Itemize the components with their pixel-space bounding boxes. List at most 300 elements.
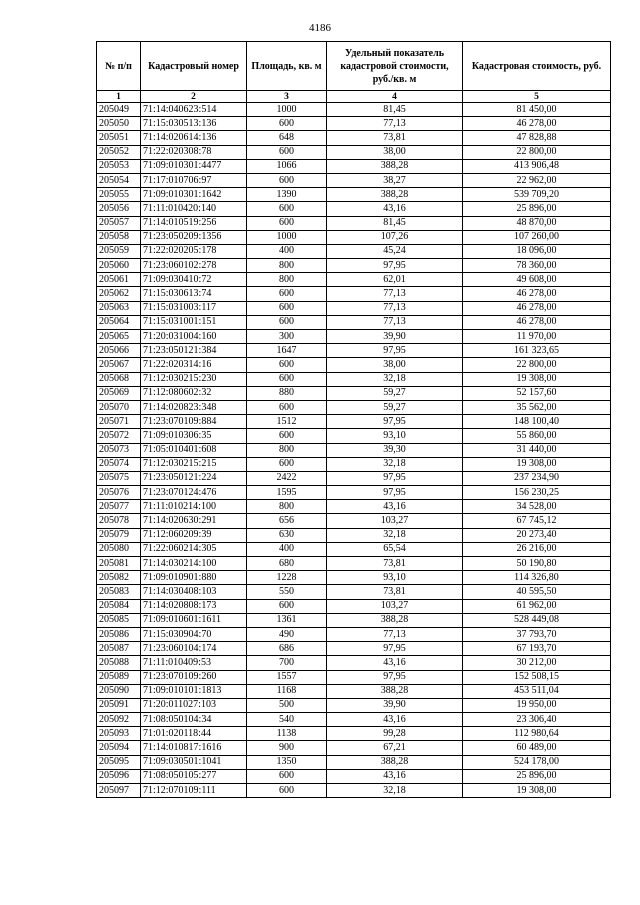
table-row bbox=[97, 571, 611, 585]
specific-value-cell: 97,95 bbox=[327, 415, 463, 429]
cadastral-value-cell: 31 440,00 bbox=[463, 443, 611, 457]
column-number: 5 bbox=[463, 91, 611, 103]
specific-value-cell: 39,30 bbox=[327, 443, 463, 457]
cadastral-value-cell: 61 962,00 bbox=[463, 599, 611, 613]
table-row bbox=[97, 415, 611, 429]
table-row bbox=[97, 429, 611, 443]
row-number-cell: 205057 bbox=[97, 216, 141, 230]
area-cell: 648 bbox=[247, 131, 327, 145]
area-cell: 800 bbox=[247, 273, 327, 287]
cadastral-number-cell: 71:12:080602:32 bbox=[141, 386, 247, 400]
table-row bbox=[97, 627, 611, 641]
area-cell: 600 bbox=[247, 117, 327, 131]
area-cell: 400 bbox=[247, 244, 327, 258]
cadastral-number-cell: 71:14:010817:1616 bbox=[141, 741, 247, 755]
area-cell: 600 bbox=[247, 457, 327, 471]
cadastral-value-cell: 114 326,80 bbox=[463, 571, 611, 585]
cadastral-number-cell: 71:12:070109:111 bbox=[141, 784, 247, 798]
column-number: 4 bbox=[327, 91, 463, 103]
specific-value-cell: 77,13 bbox=[327, 287, 463, 301]
row-number-cell: 205049 bbox=[97, 103, 141, 117]
area-cell: 600 bbox=[247, 429, 327, 443]
specific-value-cell: 43,16 bbox=[327, 713, 463, 727]
specific-value-cell: 32,18 bbox=[327, 372, 463, 386]
specific-value-cell: 97,95 bbox=[327, 642, 463, 656]
specific-value-cell: 77,13 bbox=[327, 117, 463, 131]
row-number-cell: 205093 bbox=[97, 727, 141, 741]
cadastral-value-cell: 25 896,00 bbox=[463, 202, 611, 216]
cadastral-number-cell: 71:15:030904:70 bbox=[141, 627, 247, 641]
cadastral-value-cell: 524 178,00 bbox=[463, 755, 611, 769]
row-number-cell: 205084 bbox=[97, 599, 141, 613]
cadastral-number-cell: 71:14:010519:256 bbox=[141, 216, 247, 230]
row-number-cell: 205094 bbox=[97, 741, 141, 755]
table-row bbox=[97, 557, 611, 571]
cadastral-value-cell: 25 896,00 bbox=[463, 769, 611, 783]
cadastral-value-cell: 11 970,00 bbox=[463, 330, 611, 344]
row-number-cell: 205096 bbox=[97, 769, 141, 783]
table-row bbox=[97, 259, 611, 273]
cadastral-value-cell: 237 234,90 bbox=[463, 471, 611, 485]
area-cell: 500 bbox=[247, 698, 327, 712]
table-row bbox=[97, 471, 611, 485]
table-row bbox=[97, 755, 611, 769]
cadastral-number-cell: 71:23:070109:884 bbox=[141, 415, 247, 429]
area-cell: 600 bbox=[247, 400, 327, 414]
row-number-cell: 205089 bbox=[97, 670, 141, 684]
table-row bbox=[97, 244, 611, 258]
table-row bbox=[97, 784, 611, 798]
table-row bbox=[97, 585, 611, 599]
cadastral-value-cell: 107 260,00 bbox=[463, 230, 611, 244]
cadastral-number-cell: 71:15:030513:136 bbox=[141, 117, 247, 131]
cadastral-number-cell: 71:09:010601:1611 bbox=[141, 613, 247, 627]
cadastral-number-cell: 71:20:031004:160 bbox=[141, 330, 247, 344]
cadastral-number-cell: 71:22:020308:78 bbox=[141, 145, 247, 159]
area-cell: 1066 bbox=[247, 159, 327, 173]
table-row bbox=[97, 103, 611, 117]
row-number-cell: 205081 bbox=[97, 557, 141, 571]
cadastral-number-cell: 71:14:020614:136 bbox=[141, 131, 247, 145]
row-number-cell: 205066 bbox=[97, 344, 141, 358]
row-number-cell: 205051 bbox=[97, 131, 141, 145]
cadastral-value-cell: 18 096,00 bbox=[463, 244, 611, 258]
cadastral-value-cell: 413 906,48 bbox=[463, 159, 611, 173]
cadastral-number-cell: 71:09:030410:72 bbox=[141, 273, 247, 287]
table-row bbox=[97, 372, 611, 386]
row-number-cell: 205053 bbox=[97, 159, 141, 173]
area-cell: 600 bbox=[247, 216, 327, 230]
area-cell: 1647 bbox=[247, 344, 327, 358]
table-row bbox=[97, 330, 611, 344]
specific-value-cell: 39,90 bbox=[327, 698, 463, 712]
row-number-cell: 205070 bbox=[97, 400, 141, 414]
row-number-cell: 205090 bbox=[97, 684, 141, 698]
specific-value-cell: 388,28 bbox=[327, 684, 463, 698]
specific-value-cell: 32,18 bbox=[327, 528, 463, 542]
header-specific-value: Удельный показатель кадастровой стоимости, руб./кв. м bbox=[327, 42, 463, 91]
cadastral-value-cell: 46 278,00 bbox=[463, 301, 611, 315]
area-cell: 1000 bbox=[247, 230, 327, 244]
cadastral-number-cell: 71:01:020118:44 bbox=[141, 727, 247, 741]
row-number-cell: 205065 bbox=[97, 330, 141, 344]
specific-value-cell: 38,00 bbox=[327, 358, 463, 372]
cadastral-value-cell: 55 860,00 bbox=[463, 429, 611, 443]
cadastral-number-cell: 71:09:010901:880 bbox=[141, 571, 247, 585]
row-number-cell: 205060 bbox=[97, 259, 141, 273]
specific-value-cell: 73,81 bbox=[327, 557, 463, 571]
cadastral-number-cell: 71:23:060104:174 bbox=[141, 642, 247, 656]
table-row bbox=[97, 216, 611, 230]
area-cell: 600 bbox=[247, 287, 327, 301]
cadastral-value-cell: 46 278,00 bbox=[463, 117, 611, 131]
specific-value-cell: 32,18 bbox=[327, 784, 463, 798]
area-cell: 800 bbox=[247, 500, 327, 514]
table-row bbox=[97, 500, 611, 514]
area-cell: 900 bbox=[247, 741, 327, 755]
cadastral-value-cell: 30 212,00 bbox=[463, 656, 611, 670]
cadastral-value-cell: 19 308,00 bbox=[463, 372, 611, 386]
cadastral-number-cell: 71:09:030501:1041 bbox=[141, 755, 247, 769]
cadastral-number-cell: 71:08:050105:277 bbox=[141, 769, 247, 783]
cadastral-number-cell: 71:15:030613:74 bbox=[141, 287, 247, 301]
table-row bbox=[97, 287, 611, 301]
specific-value-cell: 388,28 bbox=[327, 755, 463, 769]
table-row bbox=[97, 315, 611, 329]
cadastral-value-cell: 156 230,25 bbox=[463, 486, 611, 500]
row-number-cell: 205083 bbox=[97, 585, 141, 599]
specific-value-cell: 81,45 bbox=[327, 103, 463, 117]
specific-value-cell: 73,81 bbox=[327, 131, 463, 145]
row-number-cell: 205078 bbox=[97, 514, 141, 528]
row-number-cell: 205073 bbox=[97, 443, 141, 457]
cadastral-value-cell: 60 489,00 bbox=[463, 741, 611, 755]
specific-value-cell: 62,01 bbox=[327, 273, 463, 287]
row-number-cell: 205080 bbox=[97, 542, 141, 556]
specific-value-cell: 65,54 bbox=[327, 542, 463, 556]
cadastral-number-cell: 71:12:030215:215 bbox=[141, 457, 247, 471]
row-number-cell: 205086 bbox=[97, 627, 141, 641]
cadastral-number-cell: 71:23:050121:384 bbox=[141, 344, 247, 358]
specific-value-cell: 77,13 bbox=[327, 627, 463, 641]
row-number-cell: 205069 bbox=[97, 386, 141, 400]
table-row bbox=[97, 457, 611, 471]
cadastral-number-cell: 71:22:020205:178 bbox=[141, 244, 247, 258]
header-cadastral-value: Кадастровая стоимость, руб. bbox=[463, 42, 611, 91]
cadastral-number-cell: 71:15:031003:117 bbox=[141, 301, 247, 315]
cadastral-value-cell: 35 562,00 bbox=[463, 400, 611, 414]
cadastral-number-cell: 71:14:020630:291 bbox=[141, 514, 247, 528]
cadastral-number-cell: 71:11:010409:53 bbox=[141, 656, 247, 670]
row-number-cell: 205061 bbox=[97, 273, 141, 287]
row-number-cell: 205075 bbox=[97, 471, 141, 485]
cadastral-number-cell: 71:23:070109:260 bbox=[141, 670, 247, 684]
specific-value-cell: 93,10 bbox=[327, 429, 463, 443]
row-number-cell: 205072 bbox=[97, 429, 141, 443]
table-row bbox=[97, 117, 611, 131]
table-row bbox=[97, 684, 611, 698]
cadastral-value-cell: 50 190,80 bbox=[463, 557, 611, 571]
cadastral-value-cell: 22 800,00 bbox=[463, 145, 611, 159]
area-cell: 600 bbox=[247, 145, 327, 159]
cadastral-value-cell: 37 793,70 bbox=[463, 627, 611, 641]
specific-value-cell: 97,95 bbox=[327, 471, 463, 485]
specific-value-cell: 107,26 bbox=[327, 230, 463, 244]
table-row bbox=[97, 599, 611, 613]
cadastral-value-cell: 161 323,65 bbox=[463, 344, 611, 358]
table-row bbox=[97, 301, 611, 315]
cadastral-value-cell: 46 278,00 bbox=[463, 315, 611, 329]
cadastral-number-cell: 71:09:010301:4477 bbox=[141, 159, 247, 173]
table-row bbox=[97, 173, 611, 187]
table-header-row bbox=[97, 42, 611, 91]
specific-value-cell: 45,24 bbox=[327, 244, 463, 258]
area-cell: 630 bbox=[247, 528, 327, 542]
cadastral-value-cell: 47 828,88 bbox=[463, 131, 611, 145]
area-cell: 680 bbox=[247, 557, 327, 571]
area-cell: 1390 bbox=[247, 188, 327, 202]
specific-value-cell: 38,27 bbox=[327, 173, 463, 187]
row-number-cell: 205076 bbox=[97, 486, 141, 500]
cadastral-value-cell: 539 709,20 bbox=[463, 188, 611, 202]
specific-value-cell: 43,16 bbox=[327, 500, 463, 514]
table-row bbox=[97, 344, 611, 358]
cadastral-value-cell: 19 950,00 bbox=[463, 698, 611, 712]
specific-value-cell: 99,28 bbox=[327, 727, 463, 741]
specific-value-cell: 97,95 bbox=[327, 259, 463, 273]
cadastral-number-cell: 71:14:040623:514 bbox=[141, 103, 247, 117]
row-number-cell: 205067 bbox=[97, 358, 141, 372]
cadastral-number-cell: 71:14:030214:100 bbox=[141, 557, 247, 571]
cadastral-number-cell: 71:23:060102:278 bbox=[141, 259, 247, 273]
specific-value-cell: 388,28 bbox=[327, 613, 463, 627]
row-number-cell: 205050 bbox=[97, 117, 141, 131]
table-row bbox=[97, 656, 611, 670]
column-number: 1 bbox=[97, 91, 141, 103]
cadastral-value-cell: 34 528,00 bbox=[463, 500, 611, 514]
cadastral-value-cell: 19 308,00 bbox=[463, 784, 611, 798]
specific-value-cell: 81,45 bbox=[327, 216, 463, 230]
cadastral-number-cell: 71:05:010401:608 bbox=[141, 443, 247, 457]
cadastral-value-cell: 148 100,40 bbox=[463, 415, 611, 429]
area-cell: 1000 bbox=[247, 103, 327, 117]
table-row bbox=[97, 443, 611, 457]
row-number-cell: 205087 bbox=[97, 642, 141, 656]
area-cell: 600 bbox=[247, 599, 327, 613]
table-row bbox=[97, 145, 611, 159]
cadastral-value-cell: 78 360,00 bbox=[463, 259, 611, 273]
cadastral-value-cell: 19 308,00 bbox=[463, 457, 611, 471]
area-cell: 1512 bbox=[247, 415, 327, 429]
cadastral-number-cell: 71:09:010301:1642 bbox=[141, 188, 247, 202]
row-number-cell: 205064 bbox=[97, 315, 141, 329]
table-row bbox=[97, 741, 611, 755]
row-number-cell: 205077 bbox=[97, 500, 141, 514]
cadastral-value-cell: 23 306,40 bbox=[463, 713, 611, 727]
table-row bbox=[97, 230, 611, 244]
cadastral-value-cell: 46 278,00 bbox=[463, 287, 611, 301]
row-number-cell: 205097 bbox=[97, 784, 141, 798]
row-number-cell: 205071 bbox=[97, 415, 141, 429]
specific-value-cell: 388,28 bbox=[327, 159, 463, 173]
table-row bbox=[97, 273, 611, 287]
area-cell: 1350 bbox=[247, 755, 327, 769]
area-cell: 400 bbox=[247, 542, 327, 556]
area-cell: 800 bbox=[247, 443, 327, 457]
row-number-cell: 205088 bbox=[97, 656, 141, 670]
area-cell: 1228 bbox=[247, 571, 327, 585]
cadastral-number-cell: 71:23:070124:476 bbox=[141, 486, 247, 500]
area-cell: 600 bbox=[247, 372, 327, 386]
row-number-cell: 205055 bbox=[97, 188, 141, 202]
cadastral-value-table bbox=[96, 41, 611, 798]
cadastral-value-cell: 67 745,12 bbox=[463, 514, 611, 528]
column-number-row bbox=[97, 91, 611, 103]
area-cell: 600 bbox=[247, 173, 327, 187]
table-body bbox=[97, 103, 611, 798]
area-cell: 2422 bbox=[247, 471, 327, 485]
column-number: 2 bbox=[141, 91, 247, 103]
table-row bbox=[97, 486, 611, 500]
table-row bbox=[97, 131, 611, 145]
table-row bbox=[97, 698, 611, 712]
cadastral-number-cell: 71:20:011027:103 bbox=[141, 698, 247, 712]
row-number-cell: 205091 bbox=[97, 698, 141, 712]
page-number: 4186 bbox=[309, 22, 331, 34]
cadastral-number-cell: 71:22:060214:305 bbox=[141, 542, 247, 556]
row-number-cell: 205092 bbox=[97, 713, 141, 727]
row-number-cell: 205059 bbox=[97, 244, 141, 258]
table-row bbox=[97, 727, 611, 741]
specific-value-cell: 77,13 bbox=[327, 301, 463, 315]
cadastral-value-cell: 112 980,64 bbox=[463, 727, 611, 741]
table-row bbox=[97, 542, 611, 556]
specific-value-cell: 59,27 bbox=[327, 400, 463, 414]
cadastral-number-cell: 71:11:010420:140 bbox=[141, 202, 247, 216]
cadastral-value-cell: 22 800,00 bbox=[463, 358, 611, 372]
row-number-cell: 205085 bbox=[97, 613, 141, 627]
cadastral-value-cell: 67 193,70 bbox=[463, 642, 611, 656]
specific-value-cell: 77,13 bbox=[327, 315, 463, 329]
cadastral-value-cell: 20 273,40 bbox=[463, 528, 611, 542]
row-number-cell: 205095 bbox=[97, 755, 141, 769]
cadastral-value-cell: 49 608,00 bbox=[463, 273, 611, 287]
specific-value-cell: 32,18 bbox=[327, 457, 463, 471]
area-cell: 490 bbox=[247, 627, 327, 641]
area-cell: 880 bbox=[247, 386, 327, 400]
area-cell: 1595 bbox=[247, 486, 327, 500]
area-cell: 800 bbox=[247, 259, 327, 273]
specific-value-cell: 97,95 bbox=[327, 670, 463, 684]
row-number-cell: 205082 bbox=[97, 571, 141, 585]
area-cell: 700 bbox=[247, 656, 327, 670]
area-cell: 600 bbox=[247, 202, 327, 216]
row-number-cell: 205079 bbox=[97, 528, 141, 542]
cadastral-number-cell: 71:11:010214:100 bbox=[141, 500, 247, 514]
cadastral-number-cell: 71:14:030408:103 bbox=[141, 585, 247, 599]
specific-value-cell: 59,27 bbox=[327, 386, 463, 400]
area-cell: 1361 bbox=[247, 613, 327, 627]
table-row bbox=[97, 514, 611, 528]
specific-value-cell: 43,16 bbox=[327, 769, 463, 783]
specific-value-cell: 67,21 bbox=[327, 741, 463, 755]
area-cell: 600 bbox=[247, 784, 327, 798]
cadastral-value-cell: 453 511,04 bbox=[463, 684, 611, 698]
area-cell: 656 bbox=[247, 514, 327, 528]
row-number-cell: 205063 bbox=[97, 301, 141, 315]
table-row bbox=[97, 188, 611, 202]
specific-value-cell: 97,95 bbox=[327, 344, 463, 358]
specific-value-cell: 97,95 bbox=[327, 486, 463, 500]
area-cell: 550 bbox=[247, 585, 327, 599]
area-cell: 300 bbox=[247, 330, 327, 344]
area-cell: 600 bbox=[247, 358, 327, 372]
cadastral-value-cell: 48 870,00 bbox=[463, 216, 611, 230]
row-number-cell: 205054 bbox=[97, 173, 141, 187]
cadastral-number-cell: 71:23:050209:1356 bbox=[141, 230, 247, 244]
area-cell: 600 bbox=[247, 315, 327, 329]
table-row bbox=[97, 713, 611, 727]
cadastral-number-cell: 71:12:030215:230 bbox=[141, 372, 247, 386]
header-area: Площадь, кв. м bbox=[247, 42, 327, 91]
area-cell: 600 bbox=[247, 301, 327, 315]
cadastral-value-cell: 26 216,00 bbox=[463, 542, 611, 556]
cadastral-number-cell: 71:12:060209:39 bbox=[141, 528, 247, 542]
cadastral-number-cell: 71:14:020808:173 bbox=[141, 599, 247, 613]
area-cell: 540 bbox=[247, 713, 327, 727]
specific-value-cell: 388,28 bbox=[327, 188, 463, 202]
table-row bbox=[97, 358, 611, 372]
area-cell: 600 bbox=[247, 769, 327, 783]
specific-value-cell: 93,10 bbox=[327, 571, 463, 585]
cadastral-value-cell: 152 508,15 bbox=[463, 670, 611, 684]
cadastral-number-cell: 71:14:020823:348 bbox=[141, 400, 247, 414]
area-cell: 1557 bbox=[247, 670, 327, 684]
table-row bbox=[97, 528, 611, 542]
cadastral-value-cell: 81 450,00 bbox=[463, 103, 611, 117]
row-number-cell: 205052 bbox=[97, 145, 141, 159]
table-row bbox=[97, 642, 611, 656]
specific-value-cell: 103,27 bbox=[327, 514, 463, 528]
row-number-cell: 205074 bbox=[97, 457, 141, 471]
area-cell: 686 bbox=[247, 642, 327, 656]
cadastral-number-cell: 71:08:050104:34 bbox=[141, 713, 247, 727]
table-row bbox=[97, 670, 611, 684]
cadastral-number-cell: 71:09:010101:1813 bbox=[141, 684, 247, 698]
table-row bbox=[97, 613, 611, 627]
cadastral-value-cell: 52 157,60 bbox=[463, 386, 611, 400]
row-number-cell: 205058 bbox=[97, 230, 141, 244]
header-row-number: № п/п bbox=[97, 42, 141, 91]
cadastral-value-cell: 40 595,50 bbox=[463, 585, 611, 599]
cadastral-number-cell: 71:22:020314:16 bbox=[141, 358, 247, 372]
specific-value-cell: 43,16 bbox=[327, 202, 463, 216]
area-cell: 1138 bbox=[247, 727, 327, 741]
table-row bbox=[97, 159, 611, 173]
cadastral-number-cell: 71:09:010306:35 bbox=[141, 429, 247, 443]
specific-value-cell: 39,90 bbox=[327, 330, 463, 344]
specific-value-cell: 43,16 bbox=[327, 656, 463, 670]
cadastral-number-cell: 71:17:010706:97 bbox=[141, 173, 247, 187]
cadastral-value-cell: 528 449,08 bbox=[463, 613, 611, 627]
row-number-cell: 205062 bbox=[97, 287, 141, 301]
area-cell: 1168 bbox=[247, 684, 327, 698]
specific-value-cell: 38,00 bbox=[327, 145, 463, 159]
header-cadastral-number: Кадастровый номер bbox=[141, 42, 247, 91]
row-number-cell: 205056 bbox=[97, 202, 141, 216]
table-row bbox=[97, 400, 611, 414]
row-number-cell: 205068 bbox=[97, 372, 141, 386]
